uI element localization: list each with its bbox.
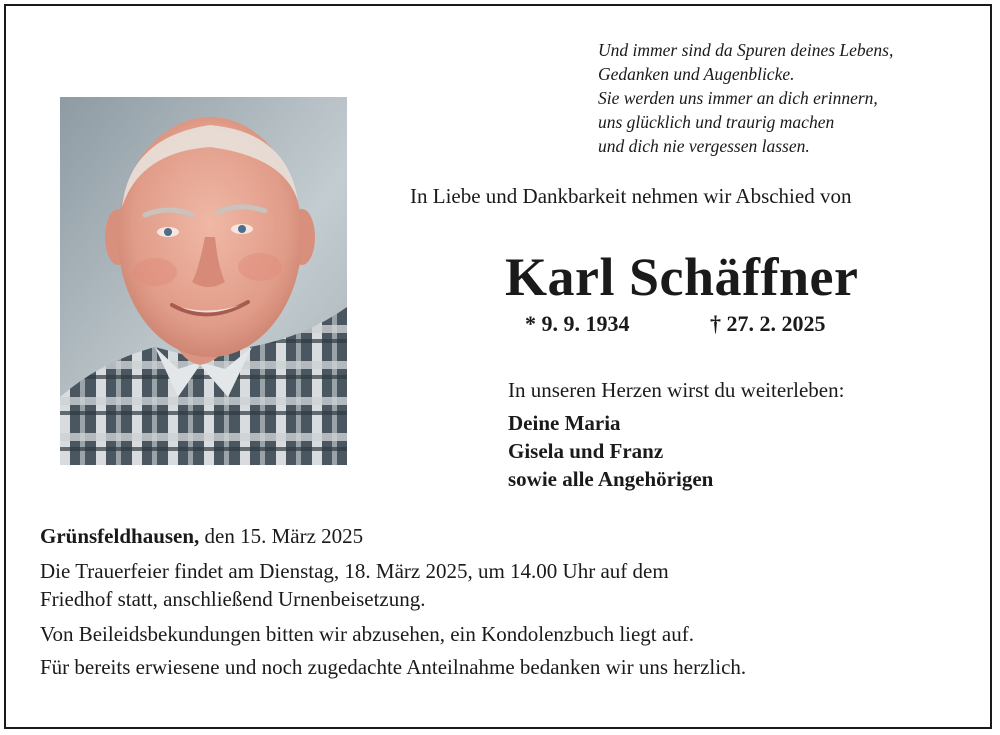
- mourners-list: [508, 409, 713, 493]
- condolence-note: Von Beileidsbekundungen bitten wir abzusehen, ein Kondolenzbuch liegt auf.: [40, 622, 694, 646]
- funeral-info-line: Die Trauerfeier findet am Dienstag, 18. März 2025, um 14.00 Uhr auf dem: [40, 559, 669, 583]
- remembrance-line: In unseren Herzen wirst du weiterleben:: [508, 378, 845, 402]
- poem-line: Und immer sind da Spuren deines Lebens,: [598, 40, 894, 60]
- funeral-info-line: Friedhof statt, anschließend Urnenbeisetzung.: [40, 587, 426, 611]
- farewell-intro: In Liebe und Dankbarkeit nehmen wir Abschied von: [410, 184, 852, 208]
- mourner-entry: Gisela und Franz: [508, 439, 664, 463]
- mourner-entry: Deine Maria: [508, 411, 621, 435]
- thanks-note: Für bereits erwiesene und noch zugedachte Anteilnahme bedanken wir uns herzlich.: [40, 655, 747, 679]
- place-and-date: [40, 524, 363, 549]
- mourner-entry: sowie alle Angehörigen: [508, 467, 714, 491]
- notice-date: den 15. März 2025: [199, 524, 364, 548]
- memorial-poem: [598, 38, 978, 158]
- poem-line: Sie werden uns immer an dich erinnern,: [598, 88, 878, 108]
- birth-date: * 9. 9. 1934: [525, 311, 630, 336]
- portrait-photo: [60, 97, 347, 465]
- poem-line: uns glücklich und traurig machen: [598, 112, 835, 132]
- deceased-name: Karl Schäffner: [505, 247, 859, 307]
- town-name: Grünsfeldhausen,: [40, 524, 200, 548]
- death-date: † 27. 2. 2025: [710, 311, 826, 336]
- poem-line: Gedanken und Augenblicke.: [598, 64, 795, 84]
- poem-line: und dich nie vergessen lassen.: [598, 136, 810, 156]
